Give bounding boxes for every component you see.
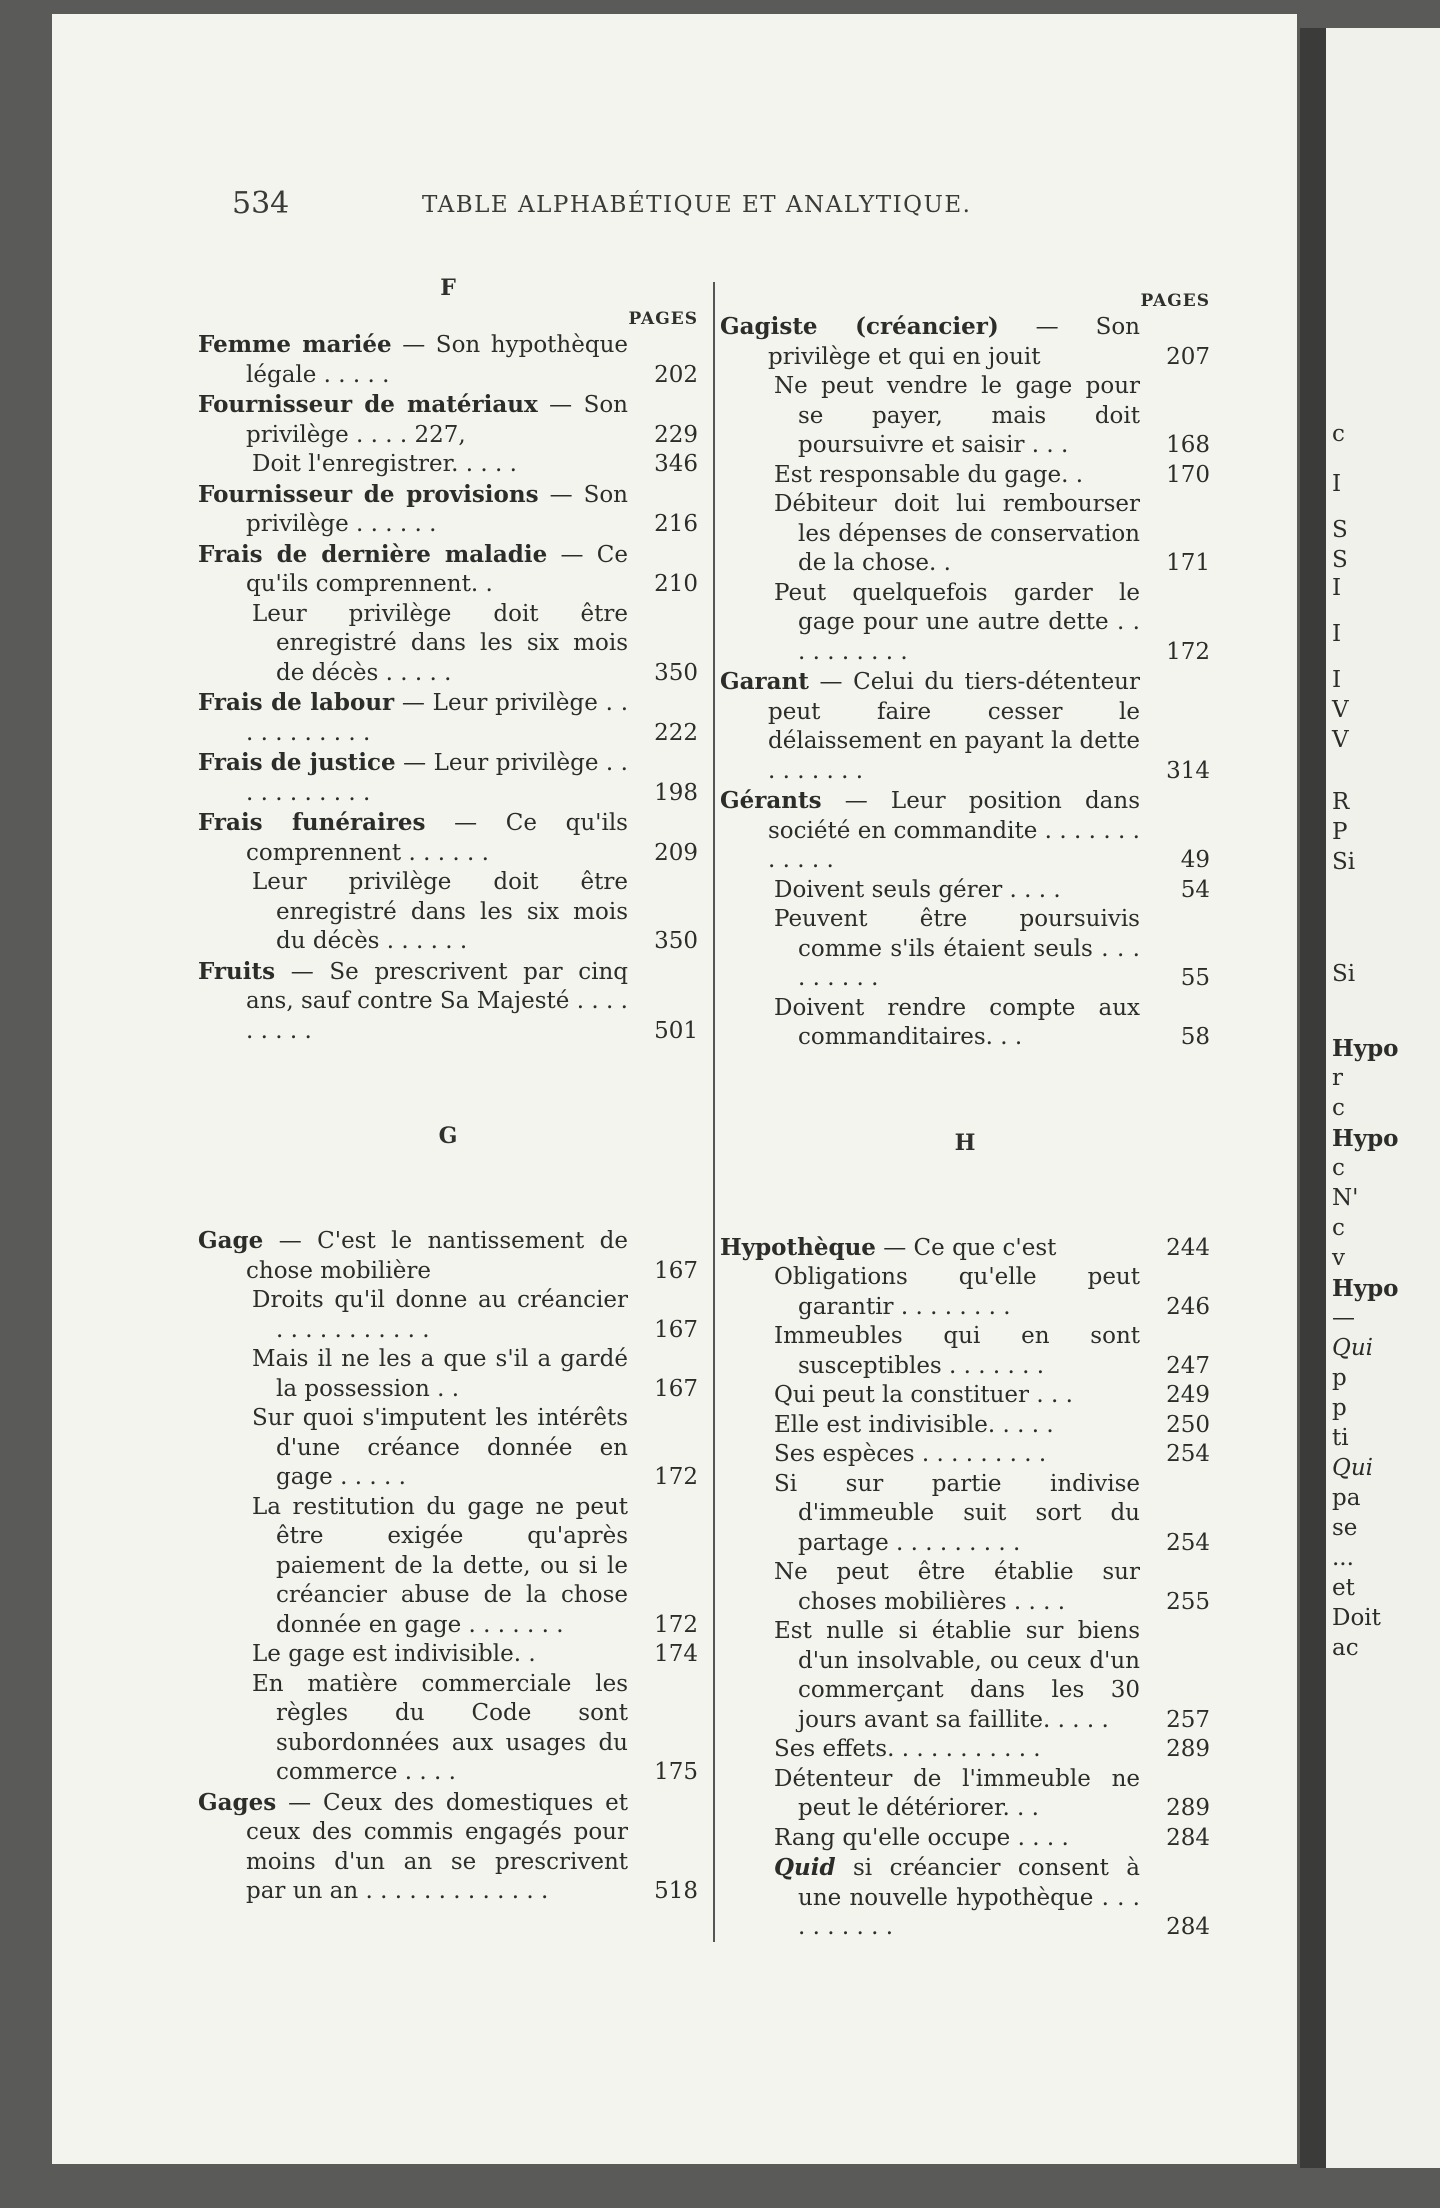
entry-body: Peuvent être poursuivis comme s'ils étaient seuls . . . . . . . . . — [774, 906, 1140, 991]
facing-page-edge — [1326, 28, 1440, 2168]
section-letter: H — [954, 1129, 976, 1156]
entry-page-number: 254 — [1166, 1441, 1210, 1467]
entry-body: — Celui du tiers-détenteur peut faire cesser le délaissement en payant la dette . . . . . . . — [768, 669, 1140, 784]
index-subentry — [720, 1735, 1210, 1765]
entry-body: Si sur partie indivise d'immeuble suit sort du partage . . . . . . . . . — [774, 1470, 1140, 1556]
entry-page-number: 255 — [1166, 1588, 1210, 1615]
facing-page-fragment: I — [1332, 471, 1342, 497]
entry-page-number: 171 — [1166, 550, 1210, 576]
entry-page-number: 168 — [1166, 432, 1210, 458]
entry-page-number: 246 — [1166, 1293, 1210, 1320]
entry-page-number: 314 — [1166, 757, 1210, 784]
entry-page-number: 170 — [1166, 461, 1210, 488]
facing-page-fragment: S — [1332, 547, 1348, 573]
index-subentry — [720, 1765, 1210, 1824]
entry-text — [198, 330, 628, 390]
entry-text — [720, 905, 1140, 994]
entry-text — [198, 808, 628, 868]
index-entry — [198, 748, 698, 808]
entry-body: Leur privilège doit être enregistré dans les six mois du décès . . . . . . — [252, 869, 628, 954]
entry-text — [198, 1493, 628, 1641]
entry-text — [720, 1853, 1140, 1943]
index-subentry — [720, 1853, 1210, 1943]
facing-page-fragment: Si — [1332, 849, 1356, 875]
facing-page-fragment: Doit — [1332, 1605, 1381, 1631]
index-entry — [198, 688, 698, 748]
entry-page-number: 202 — [654, 361, 698, 388]
pages-column-label: PAGES — [1140, 291, 1210, 311]
entry-body: Débiteur doit lui rembourser les dépenses de conservation de la chose. . — [774, 491, 1140, 576]
index-subentry — [720, 1322, 1210, 1381]
entry-heading-italic: Quid — [774, 1854, 836, 1881]
entry-text — [720, 461, 1140, 491]
entry-heading: Fournisseur de provisions — [198, 480, 539, 508]
index-subentry — [720, 461, 1210, 491]
column-divider — [713, 282, 715, 1942]
left-column — [198, 268, 698, 1968]
index-subentry — [198, 868, 698, 957]
facing-page-fragment: r — [1332, 1065, 1343, 1091]
entry-body: — Ce que c'est — [875, 1234, 1057, 1261]
entry-page-number: 247 — [1166, 1352, 1210, 1379]
index-subentry — [720, 905, 1210, 994]
entry-body: — Ce qu'ils comprennent . . . . . . — [246, 810, 628, 866]
index-subentry — [720, 994, 1210, 1053]
entry-text — [198, 1345, 628, 1404]
index-entry — [720, 1233, 1210, 1264]
entry-text — [720, 786, 1140, 876]
entry-heading: Gages — [198, 1788, 277, 1816]
facing-page-fragment: ac — [1332, 1635, 1359, 1661]
entry-heading: Gagiste (créancier) — [720, 313, 999, 340]
facing-page-fragment: p — [1332, 1365, 1347, 1391]
entry-body: Sur quoi s'imputent les intérêts d'une créance donnée en gage . . . . . — [252, 1405, 628, 1490]
pages-column-label: PAGES — [628, 309, 698, 329]
entry-page-number: 175 — [654, 1759, 698, 1785]
facing-page-fragment: Hypo — [1332, 1275, 1399, 1302]
entry-page-number: 54 — [1180, 876, 1210, 903]
facing-page-fragment: R — [1332, 789, 1350, 815]
entry-heading: Frais funéraires — [198, 809, 426, 836]
entry-body: Ne peut être établie sur choses mobilières . . . . — [774, 1559, 1140, 1615]
index-entry — [720, 667, 1210, 786]
entry-text — [198, 688, 628, 748]
entry-page-number: 289 — [1166, 1736, 1210, 1762]
facing-page-fragment: S — [1332, 517, 1348, 543]
entry-page-number: 58 — [1180, 1024, 1210, 1050]
index-subentry — [720, 1470, 1210, 1559]
index-subentry — [720, 1411, 1210, 1441]
entry-page-number: 172 — [654, 1464, 698, 1490]
index-subentry — [720, 579, 1210, 668]
index-subentry — [720, 490, 1210, 579]
entry-body: Doit l'enregistrer. . . . . — [252, 451, 517, 477]
section-spacer — [198, 1156, 698, 1226]
entry-text — [720, 876, 1140, 906]
entry-page-number: 210 — [654, 571, 698, 597]
facing-page-fragment: Hypo — [1332, 1125, 1399, 1152]
facing-page-fragment: Hypo — [1332, 1035, 1399, 1062]
entry-page-number: 518 — [654, 1878, 698, 1904]
entry-page-number: 216 — [654, 511, 698, 537]
entry-body: — Ce qu'ils comprennent. . — [246, 541, 628, 597]
entry-body: Obligations qu'elle peut garantir . . . . . . . . — [774, 1264, 1140, 1320]
index-subentry — [720, 876, 1210, 906]
index-subentry — [720, 1263, 1210, 1322]
facing-page-fragment: c — [1332, 1095, 1345, 1121]
entry-body: En matière commerciale les règles du Code sont subordonnées aux usages du commerce . . . . — [252, 1670, 628, 1785]
entry-page-number: 222 — [654, 719, 698, 746]
entry-page-number: 49 — [1180, 847, 1210, 873]
entry-text — [720, 1558, 1140, 1617]
facing-page-fragment: c — [1332, 1155, 1345, 1181]
entry-text — [198, 1404, 628, 1493]
entry-body: Ses espèces . . . . . . . . . — [774, 1441, 1047, 1467]
entry-text — [720, 1233, 1140, 1264]
index-subentry — [198, 600, 698, 689]
entry-text — [198, 1226, 628, 1286]
entry-body: Ne peut vendre le gage pour se payer, mais doit poursuivre et saisir . . . — [774, 373, 1140, 458]
index-subentry — [720, 1558, 1210, 1617]
entry-page-number: 284 — [1166, 1824, 1210, 1851]
entry-text — [720, 579, 1140, 668]
entry-body: Leur privilège doit être enregistré dans les six mois de décès . . . . . — [252, 600, 628, 686]
entry-body: Est responsable du gage. . — [774, 461, 1084, 488]
index-entry — [198, 390, 698, 450]
index-subentry — [720, 1617, 1210, 1735]
index-subentry — [198, 1286, 698, 1345]
entry-body: Qui peut la constituer . . . — [774, 1382, 1073, 1408]
index-subentry — [198, 450, 698, 480]
facing-page-fragment: Si — [1332, 961, 1356, 987]
entry-text — [720, 1411, 1140, 1441]
entry-page-number: 172 — [1166, 638, 1210, 665]
entry-text — [198, 1286, 628, 1345]
entry-page-number: 167 — [654, 1316, 698, 1343]
index-subentry — [720, 372, 1210, 461]
entry-text — [198, 600, 628, 689]
entry-text — [198, 390, 628, 450]
entry-text — [720, 490, 1140, 579]
facing-page-fragment: ... — [1332, 1545, 1354, 1571]
entry-heading: Gérants — [720, 787, 822, 814]
entry-body: Immeubles qui en sont susceptibles . . . . . . . — [774, 1323, 1140, 1379]
entry-page-number: 501 — [654, 1017, 698, 1044]
entry-heading: Garant — [720, 668, 809, 695]
facing-page-fragment: v — [1332, 1245, 1345, 1271]
entry-text — [720, 1824, 1140, 1854]
entry-body: — Leur privilège . . . . . . . . . . . — [246, 750, 628, 806]
entry-page-number: 209 — [654, 839, 698, 866]
entry-page-number: 350 — [654, 928, 698, 954]
entry-body: — Ceux des domestiques et ceux des commis engagés pour moins d'un an se prescrivent par un an . . . . . . . . . . . . . — [246, 1789, 628, 1904]
entry-body: Elle est indivisible. . . . . — [774, 1411, 1054, 1438]
entry-heading: Gage — [198, 1227, 264, 1254]
index-subentry — [198, 1345, 698, 1404]
book-spine — [1300, 28, 1326, 2168]
entry-page-number: 244 — [1166, 1234, 1210, 1261]
entry-body: Le gage est indivisible. . — [252, 1641, 536, 1667]
entry-text — [198, 1670, 628, 1788]
entry-text — [720, 1735, 1140, 1765]
entry-body: Est nulle si établie sur biens d'un insolvable, ou ceux d'un commerçant dans les 30 jours avant sa faillite. . . . . — [774, 1618, 1140, 1733]
index-subentry — [720, 1440, 1210, 1470]
entry-heading: Frais de labour — [198, 689, 395, 716]
section-letter: F — [440, 275, 456, 301]
entry-text — [198, 540, 628, 600]
entry-page-number: 229 — [654, 421, 698, 448]
facing-page-fragment: ti — [1332, 1425, 1349, 1451]
facing-page-fragment: c — [1332, 1215, 1345, 1241]
facing-page-fragment: Qui — [1332, 1335, 1374, 1361]
entry-text — [720, 1381, 1140, 1411]
entry-body: Rang qu'elle occupe . . . . — [774, 1824, 1069, 1851]
entry-page-number: 207 — [1166, 343, 1210, 370]
section-spacer — [198, 1046, 698, 1116]
right-column — [720, 290, 1210, 1990]
entry-body: — C'est le nantissement de chose mobilière — [246, 1228, 628, 1284]
entry-text — [720, 667, 1140, 786]
entry-text — [198, 748, 628, 808]
entry-body: si créancier consent à une nouvelle hypothèque . . . . . . . . . . — [798, 1855, 1140, 1940]
facing-page-fragment: I — [1332, 667, 1342, 693]
entry-body: Peut quelquefois garder le gage pour une autre dette . . . . . . . . . . — [774, 579, 1140, 665]
entry-body: — Se prescrivent par cinq ans, sauf contre Sa Majesté . . . . . . . . . — [246, 958, 628, 1044]
facing-page-fragment: se — [1332, 1515, 1358, 1541]
entry-text — [198, 957, 628, 1047]
entry-text — [198, 480, 628, 540]
entry-text — [198, 450, 628, 480]
index-entry — [198, 808, 698, 868]
entry-heading: Femme mariée — [198, 331, 392, 358]
entry-page-number: 172 — [654, 1611, 698, 1638]
running-title: TABLE ALPHABÉTIQUE ET ANALYTIQUE. — [422, 192, 972, 218]
index-subentry — [198, 1640, 698, 1670]
entry-page-number: 55 — [1180, 965, 1210, 991]
facing-page-fragment: c — [1332, 421, 1345, 447]
facing-page-fragment: pa — [1332, 1485, 1361, 1511]
entry-body: — Son hypothèque légale . . . . . — [246, 332, 628, 388]
index-entry — [198, 1788, 698, 1907]
entry-page-number: 254 — [1166, 1529, 1210, 1556]
facing-page-fragment: p — [1332, 1395, 1347, 1421]
entry-text — [198, 1640, 628, 1670]
entry-page-number: 346 — [654, 451, 698, 477]
section-spacer — [720, 1053, 1210, 1123]
facing-page-fragment: Qui — [1332, 1455, 1374, 1481]
entry-text — [720, 1765, 1140, 1824]
index-subentry — [198, 1404, 698, 1493]
facing-page-fragment: P — [1332, 819, 1348, 845]
facing-page-fragment: V — [1332, 727, 1349, 753]
entry-body: Mais il ne les a que s'il a gardé la possession . . — [252, 1346, 628, 1402]
facing-page-fragment: N' — [1332, 1185, 1359, 1211]
facing-page-fragment: I — [1332, 575, 1342, 601]
section-letter: G — [438, 1123, 458, 1149]
section-spacer — [720, 1163, 1210, 1233]
entry-body: — Leur position dans société en commandite . . . . . . . . . . . . — [768, 788, 1140, 873]
entry-page-number: 249 — [1166, 1382, 1210, 1408]
entry-body: — Leur privilège . . . . . . . . . . . — [246, 690, 628, 746]
entry-text — [720, 1322, 1140, 1381]
entry-body: Doivent seuls gérer . . . . — [774, 876, 1061, 903]
entry-text — [720, 1617, 1140, 1735]
entry-text — [720, 372, 1140, 461]
entry-body: — Son privilège et qui en jouit — [768, 314, 1140, 370]
index-subentry — [720, 1824, 1210, 1854]
facing-page-fragment: I — [1332, 621, 1342, 647]
entry-text — [720, 312, 1140, 372]
entry-page-number: 289 — [1166, 1795, 1210, 1821]
entry-heading: Frais de dernière maladie — [198, 540, 548, 568]
entry-page-number: 198 — [654, 779, 698, 806]
page-header — [232, 186, 1032, 226]
entry-heading: Fruits — [198, 957, 276, 985]
index-subentry — [720, 1381, 1210, 1411]
facing-page-fragment: V — [1332, 697, 1349, 723]
index-entry — [720, 312, 1210, 372]
facing-page-fragment: — — [1332, 1305, 1355, 1331]
entry-text — [198, 1788, 628, 1907]
index-entry — [198, 480, 698, 540]
entry-body: Détenteur de l'immeuble ne peut le détériorer. . . — [774, 1765, 1140, 1821]
index-entry — [720, 786, 1210, 876]
entry-page-number: 257 — [1166, 1706, 1210, 1733]
index-subentry — [198, 1670, 698, 1788]
index-entry — [198, 540, 698, 600]
entry-text — [720, 1263, 1140, 1322]
index-entry — [198, 330, 698, 390]
entry-page-number: 167 — [654, 1257, 698, 1284]
entry-body: — Son privilège . . . . . . — [246, 481, 628, 537]
entry-text — [720, 1440, 1140, 1470]
entry-page-number: 350 — [654, 659, 698, 686]
index-entry — [198, 1226, 698, 1286]
entry-heading: Fournisseur de matériaux — [198, 391, 538, 418]
entry-text — [720, 994, 1140, 1053]
index-entry — [198, 957, 698, 1047]
entry-heading: Hypothèque — [720, 1233, 876, 1261]
entry-heading: Frais de justice — [198, 749, 396, 776]
entry-text — [198, 868, 628, 957]
entry-body: Droits qu'il donne au créancier . . . . . . . . . . . — [252, 1287, 628, 1343]
facing-page-fragment: et — [1332, 1575, 1355, 1601]
entry-text — [720, 1470, 1140, 1559]
entry-body: Doivent rendre compte aux commanditaires. . . — [774, 994, 1140, 1050]
entry-page-number: 167 — [654, 1375, 698, 1402]
entry-page-number: 250 — [1166, 1411, 1210, 1438]
page-number: 534 — [232, 186, 290, 221]
entry-page-number: 174 — [654, 1641, 698, 1667]
entry-body: Ses effets. . . . . . . . . . . — [774, 1736, 1041, 1762]
entry-page-number: 284 — [1166, 1914, 1210, 1940]
entry-body: — Son privilège . . . . 227, — [246, 392, 628, 448]
index-subentry — [198, 1493, 698, 1641]
entry-body: La restitution du gage ne peut être exigée qu'après paiement de la dette, ou si le créancier abuse de la chose donnée en gage . . . . . . . — [252, 1493, 628, 1638]
